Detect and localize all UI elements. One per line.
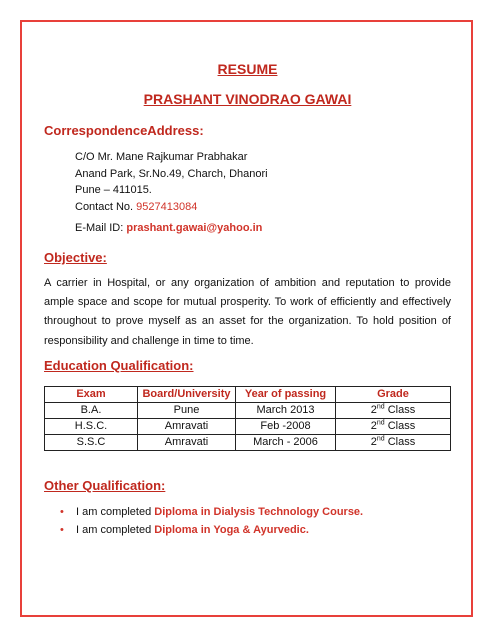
education-heading: Education Qualification: (44, 358, 194, 373)
address-block (75, 149, 268, 215)
table-row (45, 403, 451, 419)
year-cell: March 2013 (236, 403, 336, 419)
resume-title: RESUME (217, 61, 278, 77)
exam-cell: S.S.C (45, 435, 138, 451)
item-highlight: Diploma in Yoga & Ayurvedic. (154, 524, 309, 536)
column-header: Grade (336, 387, 451, 403)
email-label: E-Mail ID: (75, 222, 124, 234)
item-highlight: Diploma in Dialysis Technology Course. (154, 506, 364, 518)
address-line: C/O Mr. Mane Rajkumar Prabhakar (75, 151, 248, 163)
education-table (44, 386, 451, 451)
column-header: Year of passing (236, 387, 336, 403)
grade-cell: 2nd Class (336, 419, 451, 435)
address-line: Pune – 411015. (75, 184, 152, 196)
table-row (45, 419, 451, 435)
column-header: Board/University (138, 387, 236, 403)
board-cell: Amravati (138, 435, 236, 451)
correspondence-heading: CorrespondenceAddress: (44, 123, 204, 138)
column-header: Exam (45, 387, 138, 403)
contact-line (75, 199, 268, 216)
board-cell: Pune (138, 403, 236, 419)
contact-label: Contact No. (75, 200, 134, 213)
list-item (60, 503, 363, 521)
bullet-icon: • (60, 524, 64, 536)
objective-text: A carrier in Hospital, or any organization of ambition and reputation to provide ample space and scope for mutual prosperity. To work of efficiently and effectively throughout to prove myself as an asset for the organization. To hold position of responsibility and challenge in time to time. (44, 277, 451, 347)
item-prefix: I am completed (76, 524, 152, 536)
objective-heading: Objective: (44, 250, 107, 265)
other-qualification-heading: Other Qualification: (44, 478, 166, 493)
other-qualification-list (60, 503, 363, 539)
grade-cell: 2nd Class (336, 435, 451, 451)
email-line (75, 222, 262, 234)
exam-cell: H.S.C. (45, 419, 138, 435)
exam-cell: B.A. (45, 403, 138, 419)
table-row (45, 435, 451, 451)
contact-number: 9527413084 (136, 200, 198, 213)
email-address[interactable]: prashant.gawai@yahoo.in (126, 222, 263, 234)
item-prefix: I am completed (76, 506, 152, 518)
candidate-name: PRASHANT VINODRAO GAWAI (143, 91, 352, 107)
year-cell: March - 2006 (236, 435, 336, 451)
bullet-icon: • (60, 506, 64, 518)
address-line: Anand Park, Sr.No.49, Charch, Dhanori (75, 167, 268, 180)
list-item (60, 521, 363, 539)
board-cell: Amravati (138, 419, 236, 435)
year-cell: Feb -2008 (236, 419, 336, 435)
grade-cell: 2nd Class (336, 403, 451, 419)
table-header-row (45, 387, 451, 403)
